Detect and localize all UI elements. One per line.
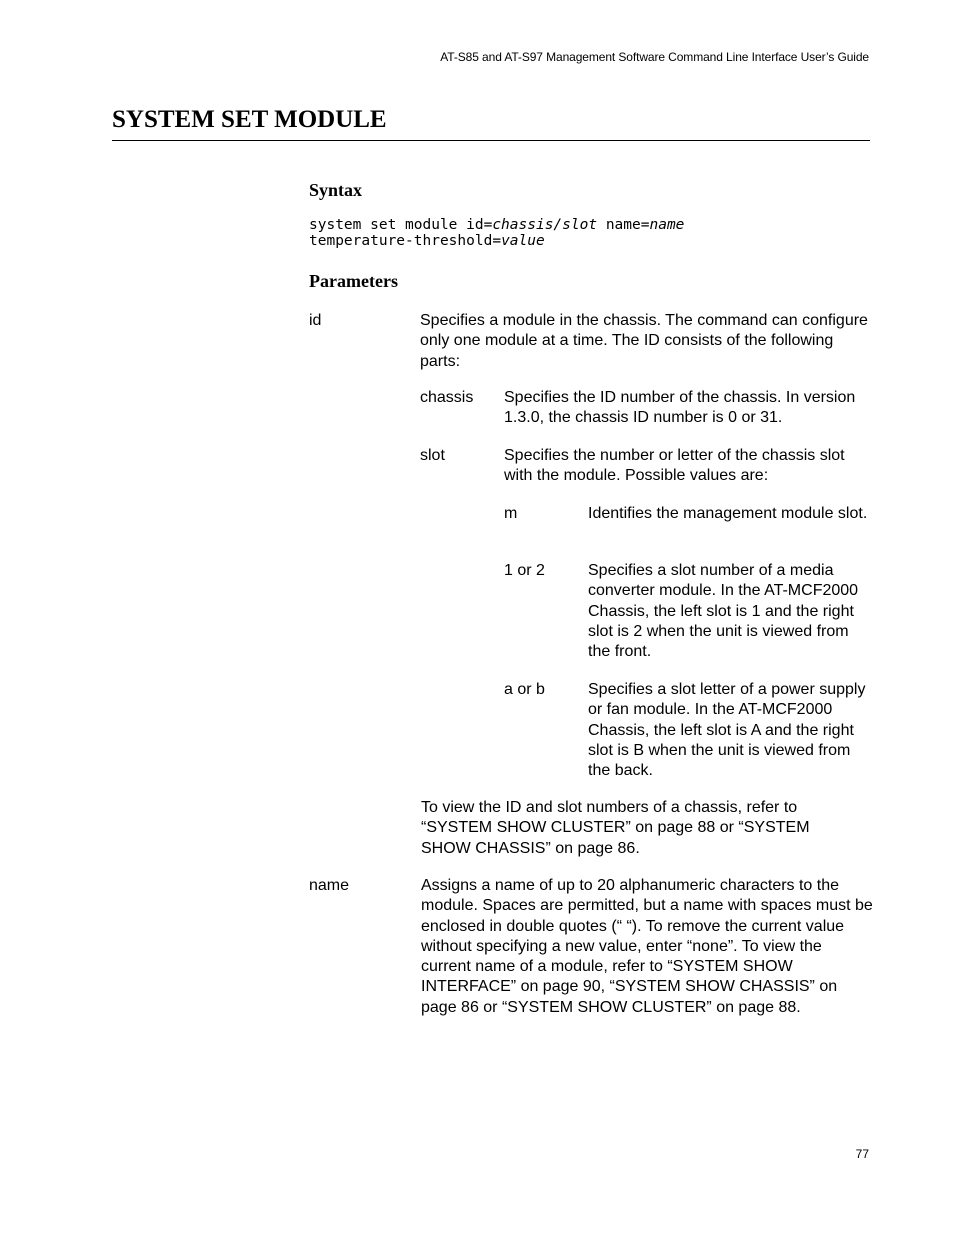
syntax-arg-chassis-slot: chassis/slot <box>492 217 598 233</box>
syntax-name-keyword: name= <box>597 217 650 233</box>
param-term-id: id <box>309 312 322 329</box>
syntax-arg-value: value <box>501 233 545 249</box>
slot-value-desc-1-or-2: Specifies a slot number of a media converter module. In the AT-MCF2000 Chassis, the left slot is 1 and the right slot is 2 when the unit is viewed from the front. <box>588 562 859 661</box>
syntax-command: system set module id= <box>309 217 493 233</box>
syntax-temperature-keyword: temperature-threshold= <box>309 233 502 249</box>
slot-value-term-1-or-2: 1 or 2 <box>504 562 545 579</box>
title-rule <box>112 140 870 141</box>
part-term-slot: slot <box>420 447 445 464</box>
part-desc-chassis: Specifies the ID number of the chassis. In version 1.3.0, the chassis ID number is 0 or 31. <box>504 389 856 427</box>
part-desc-slot: Specifies the number or letter of the chassis slot with the module. Possible values are: <box>504 447 845 485</box>
slot-value-term-m: m <box>504 505 518 522</box>
syntax-heading: Syntax <box>309 180 363 200</box>
param-term-name: name <box>309 877 350 894</box>
page-number: 77 <box>855 1147 869 1161</box>
param-desc-name: Assigns a name of up to 20 alphanumeric characters to the module. Spaces are permitted, but a name with spaces must be enclosed in double quotes (“ “). To remove the current value without specifying a new value, enter “none”. To view the current name of a module, refer to “SYSTEM SHOW INTERFACE” on page 90, “SYSTEM SHOW CHASSIS” on page 86 or “SYSTEM SHOW CLUSTER” on page 88. <box>421 877 873 1016</box>
slot-value-desc-m: Identifies the management module slot. <box>588 505 868 522</box>
slot-value-desc-a-or-b: Specifies a slot letter of a power supply or fan module. In the AT-MCF2000 Chassis, the left slot is A and the right slot is B when the unit is viewed from the back. <box>588 681 866 780</box>
parameters-heading: Parameters <box>309 271 398 291</box>
slot-value-term-a-or-b: a or b <box>504 681 545 698</box>
param-desc-id: Specifies a module in the chassis. The command can configure only one module at a time. The ID consists of the following parts: <box>420 312 868 370</box>
page-title: SYSTEM SET MODULE <box>112 106 387 133</box>
part-term-chassis: chassis <box>420 389 474 406</box>
id-reference-note: To view the ID and slot numbers of a chassis, refer to “SYSTEM SHOW CLUSTER” on page 88 or “SYSTEM SHOW CHASSIS” on page 86. <box>421 799 810 857</box>
syntax-code-block <box>309 217 684 249</box>
running-header: AT-S85 and AT-S97 Management Software Command Line Interface User’s Guide <box>440 50 869 64</box>
syntax-arg-name: name <box>649 217 685 233</box>
